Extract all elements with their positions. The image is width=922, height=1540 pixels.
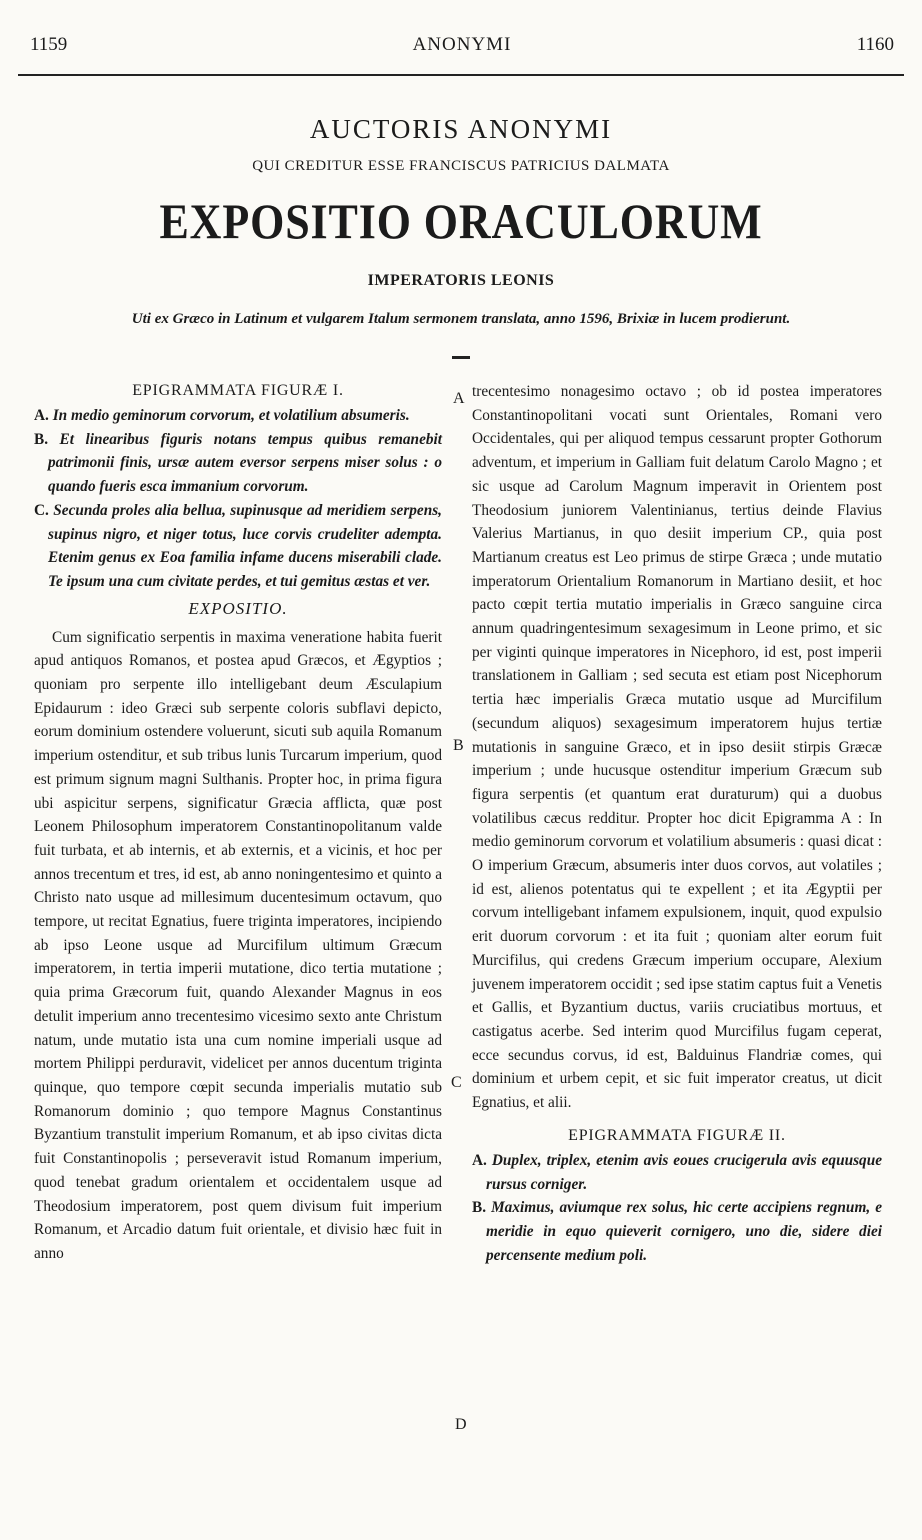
header-rule xyxy=(18,74,904,76)
epigram-text: In medio geminorum corvorum, et volatilium absumeris. xyxy=(52,407,410,424)
epigram-label: A. xyxy=(472,1151,487,1169)
margin-letter-d: D xyxy=(455,1416,467,1433)
right-column xyxy=(472,380,882,1267)
epigram-1b xyxy=(34,428,442,499)
margin-letter-b: B xyxy=(453,737,464,754)
margin-letter-a: A xyxy=(453,390,465,407)
left-body-text: Cum significatio serpentis in maxima veneratione habita fuerit apud antiquos Romanos, et postea apud Græcos, et Ægyptios ; quoniam pro serpente illo intelligebant deum Æsculapium Epidaurum : ideo Græci sub serpente coloris subflavi depicto, eorum dominium ostendere voluerunt, sicuti sub aquila Romanum imperium ostenditur, et sub tribus lunis Turcarum imperium, quod est primum signum magni Sulthanis. Propter hoc, in prima figura ubi aspicitur serpens, significatur Græcia afflicta, quæ post Leonem Philosophum imperatorem Constantinopolitanum valde fuit turbata, et ab internis, et ab externis, et a vicinis, et hoc per annos trecentum et tres, id est, ab anno noningentesimo et quinto a Christo nato usque ad millesimum ducentesimum octavum, quo tempore, ut recitat Egnatius, fuere triginta imperatores, incipiendo ab ipso Leone usque ad Murcifilum ultimum Græcum imperatorem, in tertia imperii mutatione, dico tertia mutatione ; quia prima Græcorum fuit, quando Alexander Magnus in eos detulit imperium anno trecentesimo vicesimo sexto ante Christum natum, unde mutatio ista una cum nomine imperiali usque ad mortem Philippi perduravit, videlicet per annos ducentum triginta quinque, quo tempore cœpit secunda imperialis mutatio sub Romanorum dominio ; quo tempore Magnus Constantinus Byzantium transtulit imperium Romanum, et ab ipso civitas dicta fuit Constantinopolis ; perseveravit istud Romanum imperium, quod tenebat gradum orientalem et occidentalem usque ad Theodosium imperatorem, post quem divisum fuit imperium Romanum, et Arcadio datum fuit orientale, et divisio hæc fuit in anno xyxy=(34,628,442,1262)
epigram-2b xyxy=(472,1196,882,1267)
title-imperatoris: IMPERATORIS LEONIS xyxy=(367,272,555,289)
epigram-text: Et linearibus figuris notans tempus quibus remanebit patrimonii finis, ursæ autem eversor serpens miser solus : o quando fueris esca immanium corvorum. xyxy=(48,430,443,496)
epigrammata-heading-1: EPIGRAMMATA FIGURÆ I. xyxy=(132,382,344,399)
epigram-label: B. xyxy=(34,430,49,448)
title-dash xyxy=(452,356,470,359)
epigram-2a xyxy=(472,1149,882,1196)
epigram-text: Maximus, aviumque rex solus, hic certe accipiens regnum, e meridie in equo quieverit cornigero, uno die, sidere diei percensente medium poli. xyxy=(486,1199,882,1264)
expositio-heading: EXPOSITIO. xyxy=(188,598,288,618)
epigram-label: B. xyxy=(472,1199,487,1217)
main-title: EXPOSITIO ORACULORUM xyxy=(159,193,763,249)
running-title: ANONYMI xyxy=(412,34,512,55)
epigram-label: A. xyxy=(34,407,49,424)
title-note: Uti ex Græco in Latinum et vulgarem Italum sermonem translata, anno 1596, Brixiæ in lucem prodierunt. xyxy=(131,311,791,327)
margin-letter-c: C xyxy=(451,1074,462,1091)
title-creditur: QUI CREDITUR ESSE FRANCISCUS PATRICIUS DALMATA xyxy=(252,158,670,174)
right-body-text: trecentesimo nonagesimo octavo ; ob id postea imperatores Constantinopolitani vocati sunt Orientales, Romani vero Occidentales, qui per aliquod tempus cessarunt propter Gothorum adventum, et imperium in Galliam fuit delatum Carolo Magno ; et sic usque ad Carolum Magnum imperavit in Orientem post Theodosium juniorem Valentinianus, tertius deinde Flavius Valerius Martianus, in quo desiit imperium CP., quia post Martianum creatus est Leo primus de stirpe Græca ; unde mutatio imperatorum Orientalium Romanorum in Martiano desiit, et hoc pacto cœpit tertia mutatio imperialis in Græco sanguine circa annum quadringentesimum sexagesimum in Leone primo, et sic per viginti quinque imperatores in Nicephoro, id est, post imperii translationem in Galliam ; sed secuta est etiam post Nicephorum tertia hæc imperialis Græca mutatio usque ad Murcifilum (secundum aliquos) sexagesimum imperatorem hujus tertiæ mutationis in sanguine Græco, et in ipso desiit stirpis Græcæ imperium ; unde hucusque ostenditur imperium Græcum sub figura serpentis (et quantum erat duraturum) qui a duobus volatilibus cæcus redditur. Propter hoc dicit Epigramma A : In medio geminorum corvorum et volatilium absumeris : quasi dicat : O imperium Græcum, absumeris inter duos corvos, aut volatiles ; id est, alienos potentatus qui te expellent ; et ita Ægyptii per corvum intelligebant infamem expulsionem, inquit, quod expulsio erit duorum corvorum : et ita fuit ; quoniam alter eorum fuit Murcifilus, qui credens Græcum imperium occupare, Alexium juvenem imperatorem occidit ; sed ipse statim captus fuit a Venetis et Gallis, et Byzantium ductus, variis cruciatibus mortuus, et castigatus acerbe. Sed interim quod Murcifilus fugam ceperat, ecce secundus corvus, id est, Balduinus Flandriæ comes, qui dominium et urbem cepit, et sic fuit imperator creatus, ut dicit Egnatius, et alii. xyxy=(472,383,882,1112)
epigram-1c xyxy=(34,499,442,594)
epigram-1a xyxy=(34,404,442,428)
epigram-label: C. xyxy=(34,501,49,519)
running-header xyxy=(30,34,894,62)
page-number-left: 1159 xyxy=(30,34,68,55)
epigram-text: Duplex, triplex, etenim avis eoues crucigerula avis equusque rursus corniger. xyxy=(486,1151,882,1193)
left-column xyxy=(34,380,442,1266)
epigram-text: Secunda proles alia bellua, supinusque ad meridiem serpens, supinus nigro, et niger totus, luce corvis crudeliter adempta. Etenim genus ex Eoa familia infame ducens miserabili clade. Te ipsum una cum civitate perdes, et tui gemitus æstas et ver. xyxy=(48,501,443,590)
epigrammata-heading-2: EPIGRAMMATA FIGURÆ II. xyxy=(568,1126,786,1144)
spacer xyxy=(472,1115,882,1125)
page-number-right: 1160 xyxy=(856,34,894,55)
title-auctoris: AUCTORIS ANONYMI xyxy=(309,114,613,144)
